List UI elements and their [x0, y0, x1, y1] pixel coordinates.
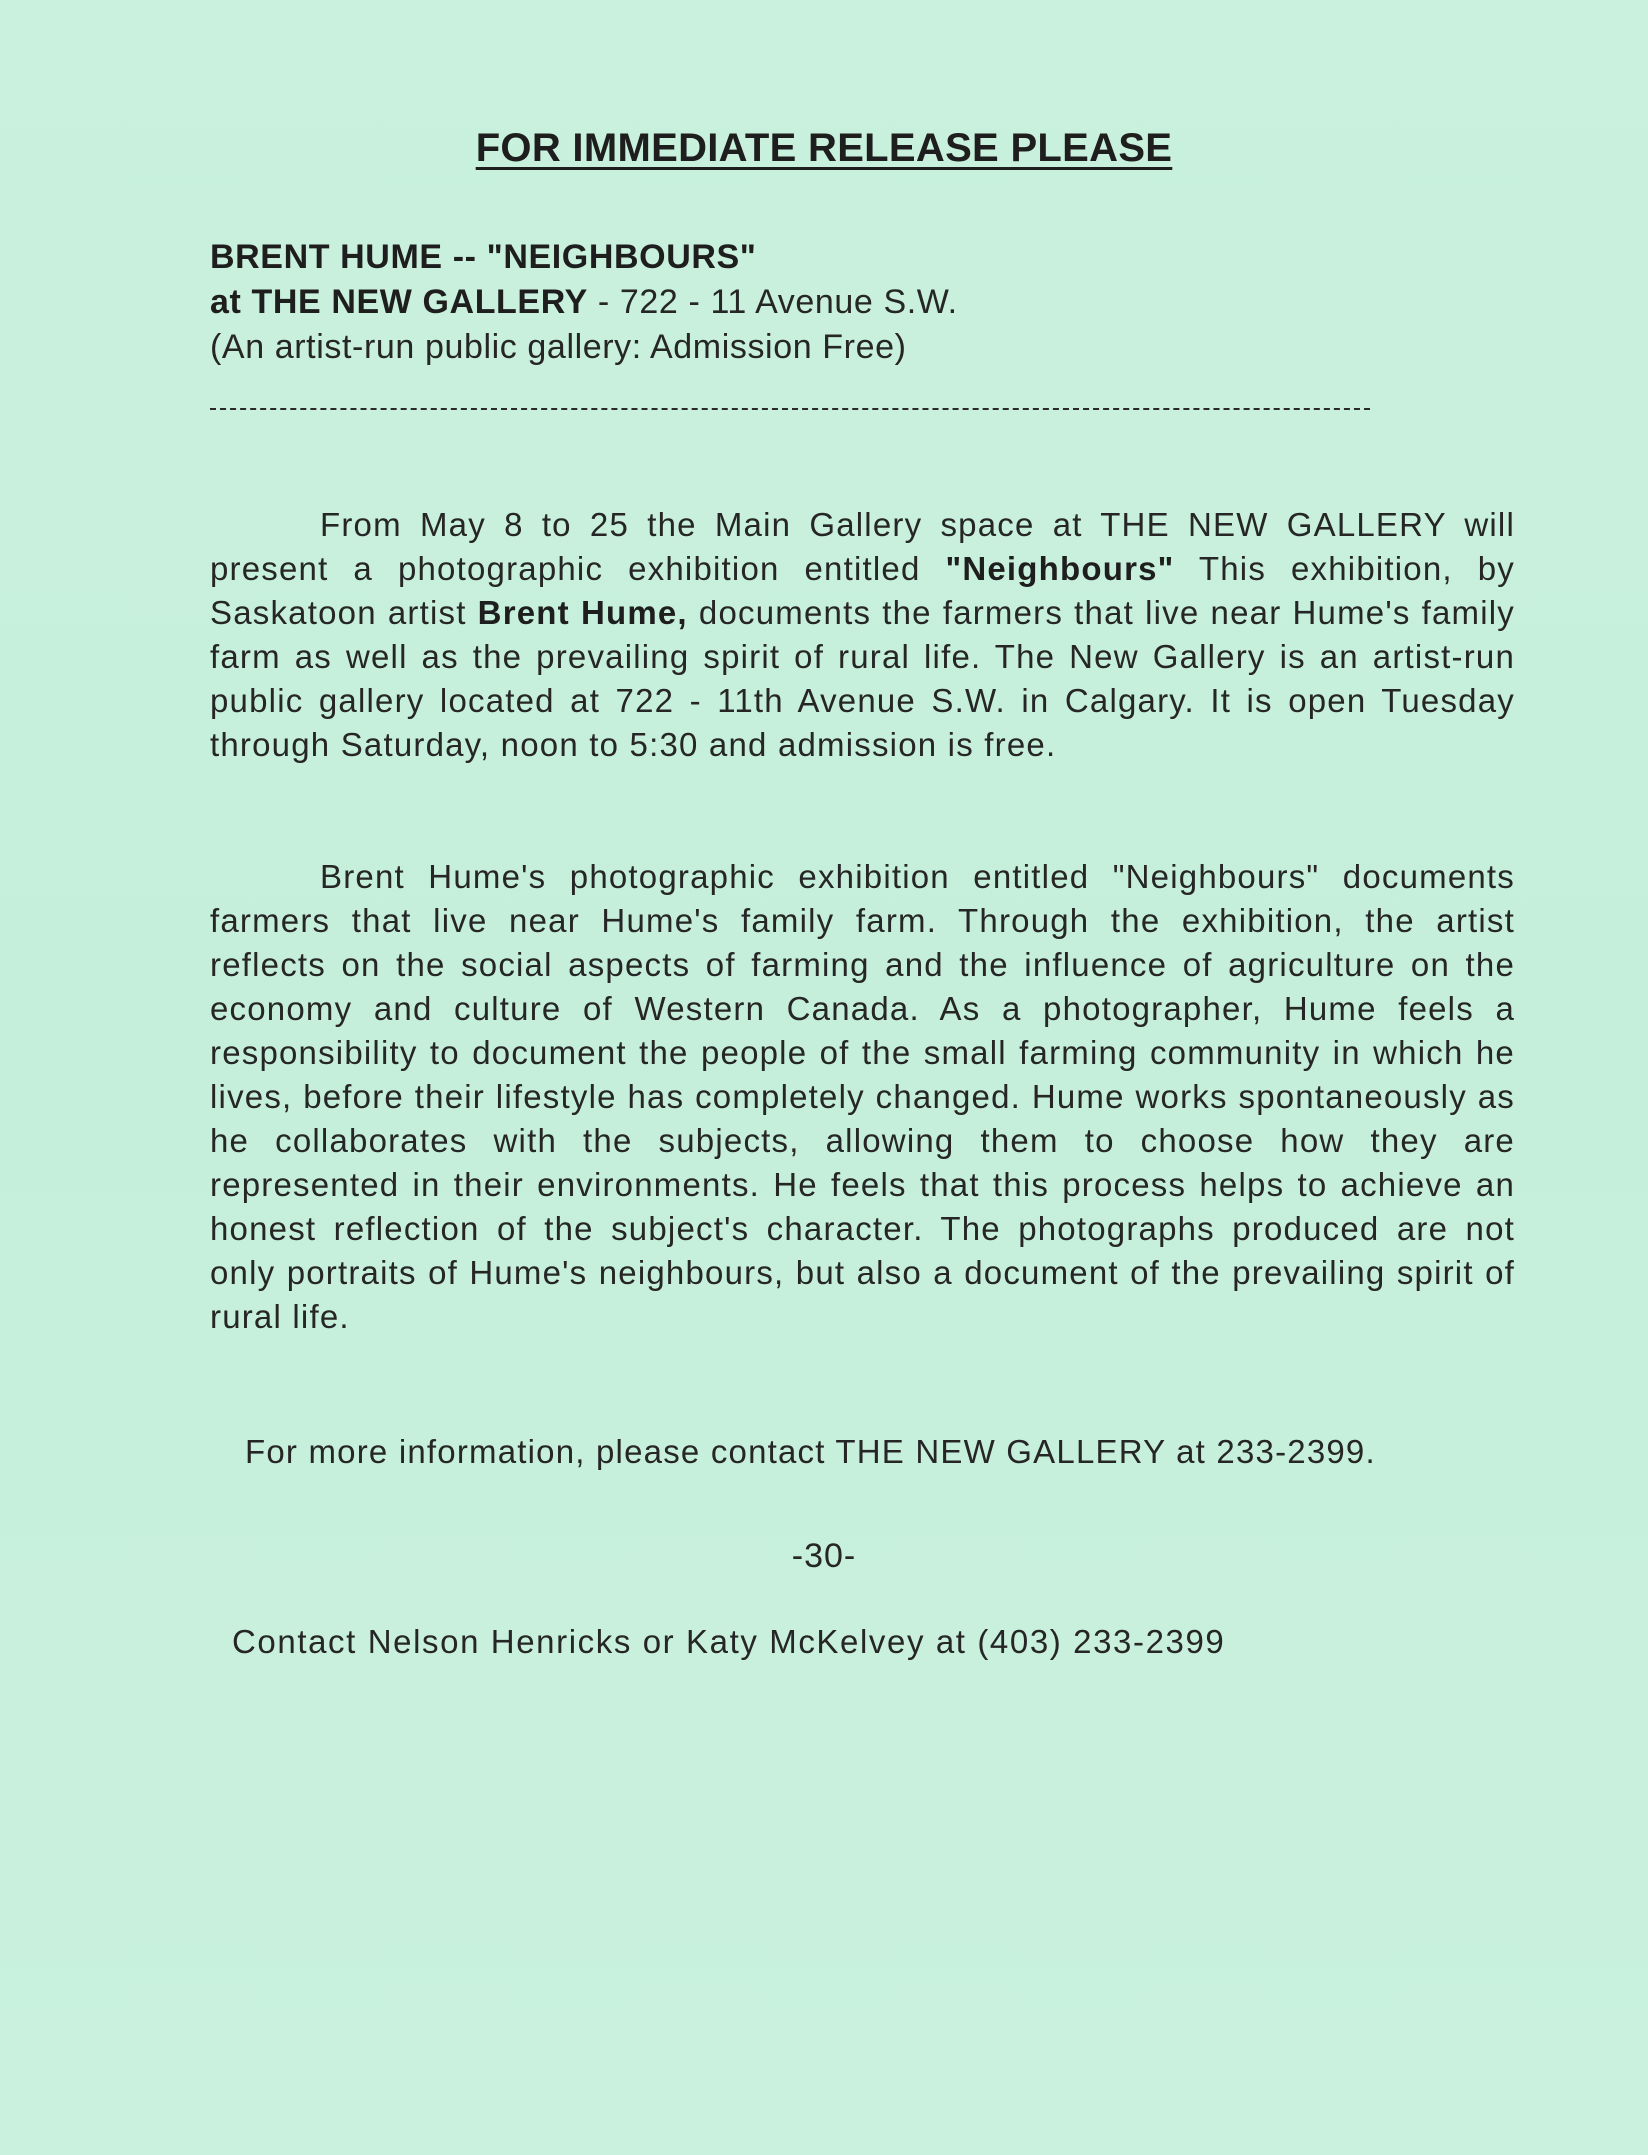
venue-address: - 722 - 11 Avenue S.W. — [587, 283, 958, 321]
venue-name: at THE NEW GALLERY — [210, 283, 588, 321]
exhibition-title: BRENT HUME -- "NEIGHBOURS" — [210, 238, 757, 276]
contact-people-line: Contact Nelson Henricks or Katy McKelvey at (403) 233-2399 — [232, 1623, 1226, 1660]
intro-paragraph — [210, 503, 1515, 767]
venue-line — [210, 280, 1510, 325]
admission-line: (An artist-run public gallery: Admission Free) — [210, 328, 907, 366]
intro-text-1: From May 8 to 25 the Main Gallery space at THE NEW GALLERY will present a photographic exhibition entitled — [210, 506, 1515, 587]
event-header — [210, 235, 1510, 370]
more-info-line: For more information, please contact THE NEW GALLERY at 233-2399. — [245, 1433, 1376, 1470]
artist-name-bold: Brent Hume, — [477, 594, 688, 631]
end-mark: -30- — [791, 1537, 857, 1575]
intro-text-2: This exhibition, by Saskatoon artist — [210, 550, 1515, 631]
intro-text-3: documents the farmers that live near Hume's family farm as well as the prevailing spirit of rural life. The New Gallery is an artist-run public gallery located at 722 - 11th Avenue S.W. in Calgary. It is open Tuesday through Saturday, noon to 5:30 and admission is free. — [210, 594, 1515, 763]
exhibition-name-bold: "Neighbours" — [945, 550, 1175, 587]
release-headline: FOR IMMEDIATE RELEASE PLEASE — [475, 126, 1173, 170]
separator-rule — [210, 408, 1370, 410]
description-paragraph: Brent Hume's photographic exhibition entitled "Neighbours" documents farmers that live near Hume's family farm. Through the exhibition, the artist reflects on the social aspects of farming and the influence of agriculture on the economy and culture of Western Canada. As a photographer, Hume feels a responsibility to document the people of the small farming community in which he lives, before their lifestyle has completely changed. Hume works spontaneously as he collaborates with the subjects, allowing them to choose how they are represented in their environments. He feels that this process helps to achieve an honest reflection of the subject's character. The photographs produced are not only portraits of Hume's neighbours, but also a document of the prevailing spirit of rural life. — [210, 858, 1515, 1335]
